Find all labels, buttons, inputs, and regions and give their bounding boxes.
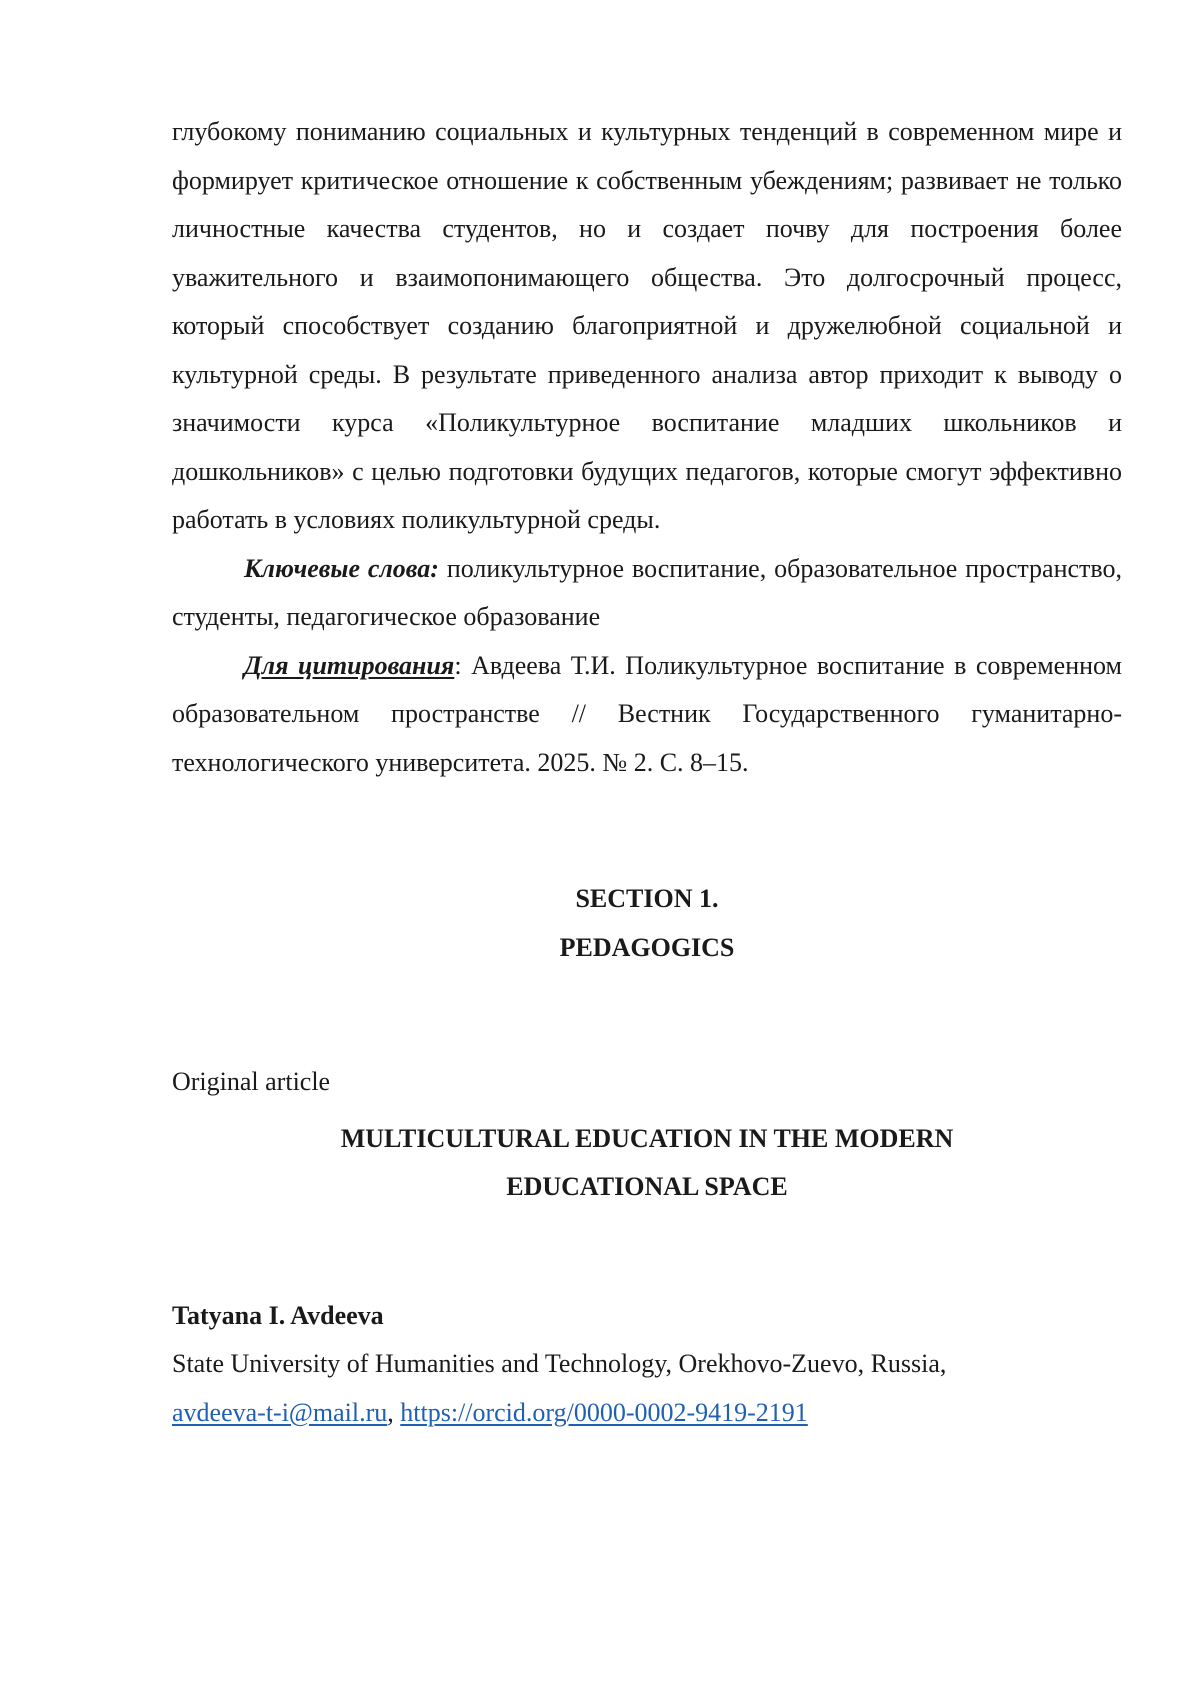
citation-text: Авдеева Т.И. Поликультурное воспитание в современном образовательном пространстве // Вестник Государственного гуманитарно-технологического университета. 2025. № 2. С. 8–15. (172, 651, 1122, 777)
author-orcid-link[interactable]: https://orcid.org/0000-0002-9419-2191 (400, 1398, 808, 1427)
author-contacts (172, 1389, 1122, 1438)
author-affiliation: State University of Humanities and Technology, Orekhovo-Zuevo, Russia, (172, 1340, 1122, 1389)
article-title-line-1: MULTICULTURAL EDUCATION IN THE MODERN (172, 1115, 1122, 1164)
article-type: Original article (172, 1058, 1122, 1107)
citation-paragraph (172, 642, 1122, 788)
keywords-text: поликультурное воспитание, образовательное пространство, студенты, педагогическое образование (172, 554, 1122, 632)
keywords-label: Ключевые слова: (244, 554, 439, 583)
article-title (172, 1115, 1122, 1212)
article-title-line-2: EDUCATIONAL SPACE (172, 1163, 1122, 1212)
section-heading (172, 875, 1122, 972)
section-number: SECTION 1. (172, 875, 1122, 924)
section-name: PEDAGOGICS (172, 924, 1122, 973)
keywords-paragraph (172, 545, 1122, 642)
citation-separator: : (454, 651, 461, 680)
author-email-link[interactable]: avdeeva-t-i@mail.ru (172, 1398, 387, 1427)
contact-separator: , (387, 1398, 400, 1427)
document-page (172, 108, 1122, 1437)
abstract-continuation: глубокому пониманию социальных и культурных тенденций в современном мире и формирует критическое отношение к собственным убеждениям; развивает не только личностные качества студентов, но и создает почву для построения более уважительного и взаимопонимающего общества. Это долгосрочный процесс, который способствует созданию благоприятной и дружелюбной социальной и культурной среды. В результате приведенного анализа автор приходит к выводу о значимости курса «Поликультурное воспитание младших школьников и дошкольников» с целью подготовки будущих педагогов, которые смогут эффективно работать в условиях поликультурной среды. (172, 108, 1122, 545)
citation-label: Для цитирования (244, 651, 454, 680)
author-name: Tatyana I. Avdeeva (172, 1292, 1122, 1341)
